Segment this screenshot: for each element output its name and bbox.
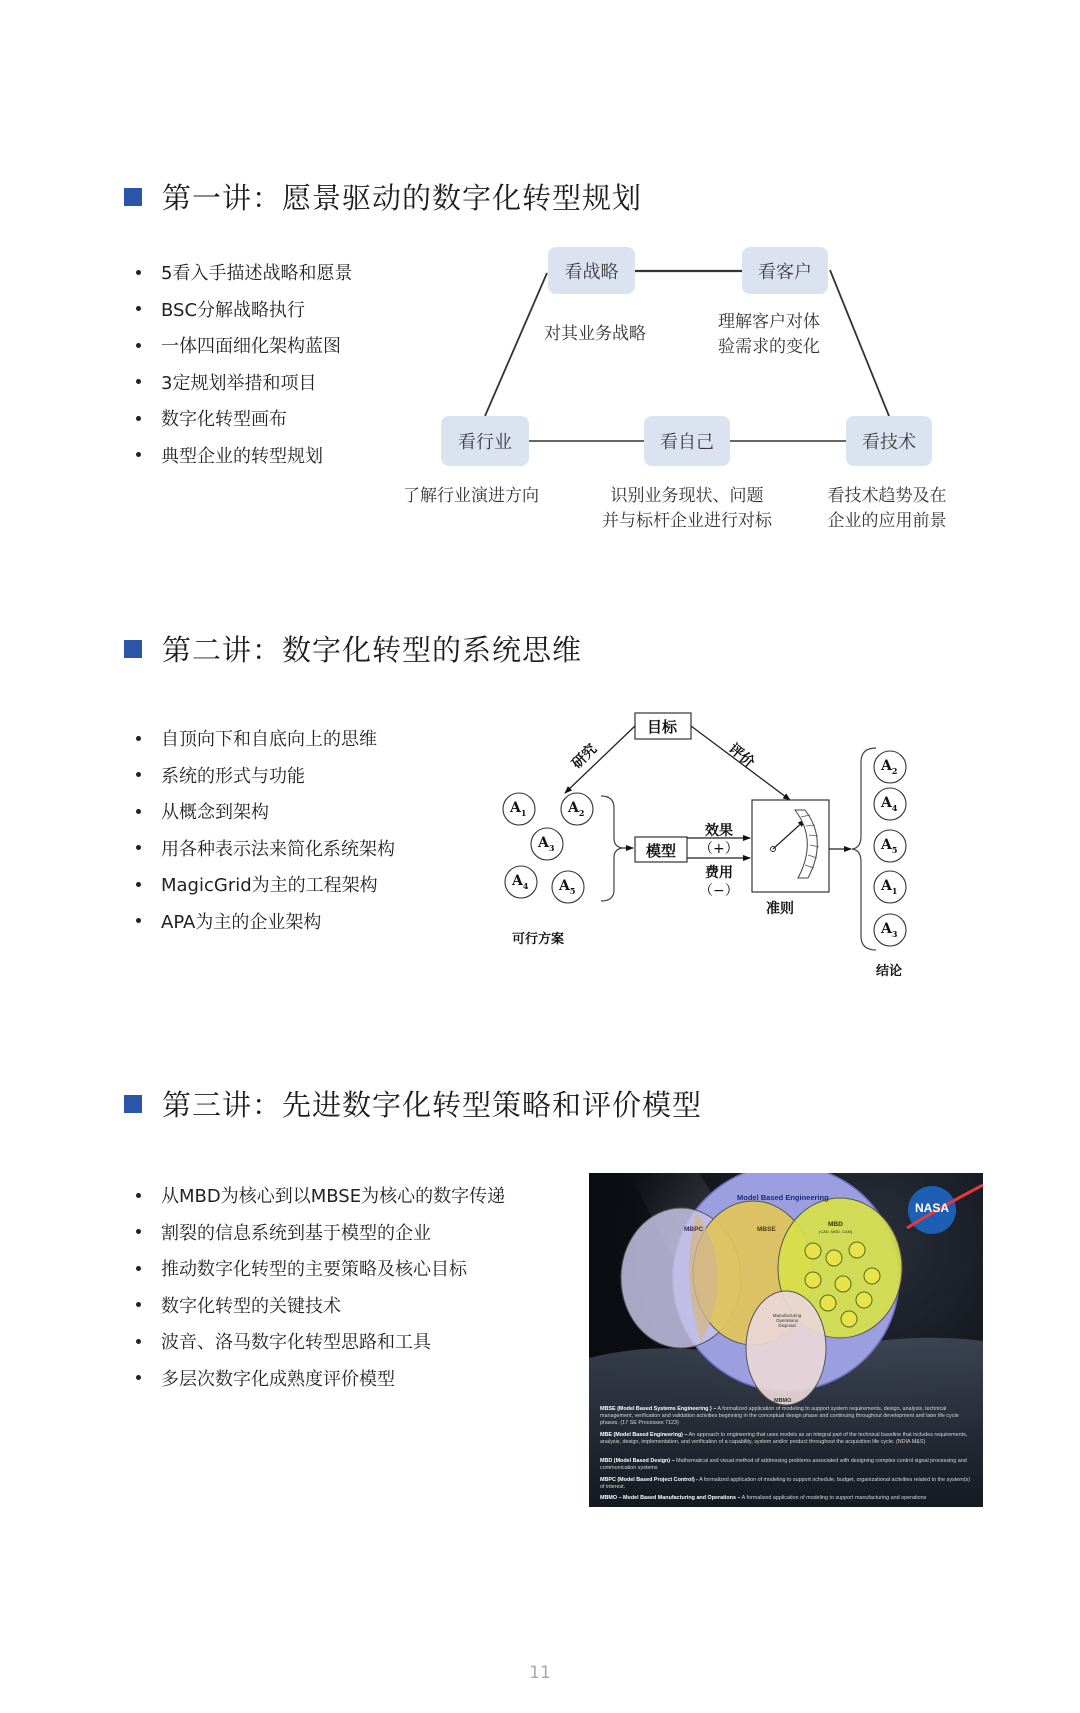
mbmo-label: MBMO — [774, 1398, 792, 1404]
node-self: 看自己 — [644, 416, 730, 466]
cost-label: 费用 — [705, 865, 733, 881]
caption-customer: 理解客户对体 验需求的变化 — [718, 312, 820, 357]
bullet-icon — [136, 1266, 141, 1271]
nasa-mbe-figure — [589, 1173, 983, 1507]
list-item: 割裂的信息系统到基于模型的企业 — [136, 1214, 505, 1251]
evaluate-label: 评价 — [725, 740, 758, 771]
list-item: BSC分解战略执行 — [136, 291, 352, 328]
alt-a3: $A_3$ — [538, 835, 555, 853]
ranked-a1: $A_1$ — [881, 878, 898, 896]
node-strategy: 看战略 — [548, 247, 635, 294]
ranked-a4: $A_4$ — [881, 795, 898, 813]
ranked-a3: $A_3$ — [881, 921, 898, 939]
mbmo-body: Manufacturing Operations Disposal — [772, 1313, 802, 1328]
list-item: APA为主的企业架构 — [136, 903, 395, 940]
list-item: 系统的形式与功能 — [136, 757, 395, 794]
list-item: 数字化转型的关键技术 — [136, 1287, 505, 1324]
definition-mbmo: MBMO – Model Based Manufacturing and Operations – A formalized application of modeling to support manufacturing and operations — [600, 1495, 927, 1501]
mbse-label: MBSE — [757, 1226, 776, 1233]
bullet-icon — [136, 1375, 141, 1380]
list-item: 数字化转型画布 — [136, 400, 352, 437]
bullet-icon — [136, 1229, 141, 1234]
bullet-icon — [136, 1193, 141, 1198]
alt-a4: $A_4$ — [512, 873, 529, 891]
list-item: 5看入手描述战略和愿景 — [136, 254, 352, 291]
mbe-title: Model Based Engineering — [737, 1193, 829, 1202]
caption-industry: 了解行业演进方向 — [403, 486, 539, 506]
section1-title: 第一讲：愿景驱动的数字化转型规划 — [162, 181, 643, 215]
list-item: 从概念到架构 — [136, 793, 395, 830]
list-item: 3定规划举措和项目 — [136, 364, 352, 401]
definition-mbse: MBSE (Model Based Systems Engineering ) – A formalized application of modeling to support system requirements, design, analysis, technical management, verification and validation activities beginning in the conceptual design phase and continuing throughout development and later life cycle phases. (17 SE Processes 7123) — [600, 1406, 959, 1426]
list-item: 典型企业的转型规划 — [136, 437, 352, 474]
effect-label: 效果 — [705, 823, 733, 839]
mbe-venn-diagram — [589, 1173, 983, 1507]
heading-square-icon — [124, 1095, 142, 1113]
caption-technology: 看技术趋势及在 企业的应用前景 — [827, 486, 947, 531]
mbd-sublabel: (CAD, MBD, CAM) — [819, 1229, 853, 1234]
nasa-logo: NASA — [914, 1201, 949, 1215]
list-item: 从MBD为核心到以MBSE为核心的数字传递 — [136, 1177, 505, 1214]
feasible-alternatives-label: 可行方案 — [512, 932, 565, 947]
minus-label: （−） — [699, 883, 739, 899]
plus-label: （+） — [699, 841, 739, 857]
goal-label: 目标 — [647, 718, 678, 736]
definition-mbe: MBE (Model Based Engineering) – An approach to engineering that uses models as an integral part of the technical baseline that includes requirements, analysis, design, implementation, and verification of a capability, system and/or product throughout the acquisition life cycle. (NDIA M&S) — [600, 1432, 968, 1445]
list-item: 推动数字化转型的主要策略及核心目标 — [136, 1250, 505, 1287]
section2-title: 第二讲：数字化转型的系统思维 — [162, 633, 583, 667]
node-customer: 看客户 — [742, 247, 828, 294]
node-industry: 看行业 — [441, 416, 529, 466]
caption-strategy: 对其业务战略 — [544, 324, 646, 344]
criteria-label: 准则 — [766, 901, 794, 917]
list-item: MagicGrid为主的工程架构 — [136, 866, 395, 903]
list-item: 一体四面细化架构蓝图 — [136, 327, 352, 364]
list-item: 多层次数字化成熟度评价模型 — [136, 1360, 505, 1397]
node-technology: 看技术 — [846, 416, 932, 466]
alt-a5: $A_5$ — [559, 878, 576, 896]
alt-a1: $A_1$ — [510, 800, 527, 818]
mbd-label: MBD — [828, 1221, 843, 1228]
section3-title: 第三讲：先进数字化转型策略和评价模型 — [162, 1088, 703, 1122]
definition-mbd: MBD (Model Based Design) – Mathematical and visual method of addressing problems associated with designing complex control signal processing and communication systems — [600, 1458, 967, 1471]
definition-mbpc: MBPC (Model Based Project Control) - A formalized application of modeling to support schedule, budget, organizational activities related to the system(s) of interest. — [600, 1477, 971, 1490]
list-item: 波音、洛马数字化转型思路和工具 — [136, 1323, 505, 1360]
ranked-a5: $A_5$ — [881, 837, 898, 855]
alt-a2: $A_2$ — [568, 800, 585, 818]
list-item: 自顶向下和自底向上的思维 — [136, 720, 395, 757]
bullet-icon — [136, 1302, 141, 1307]
conclusion-label: 结论 — [876, 964, 903, 979]
model-label: 模型 — [646, 842, 677, 860]
bullet-icon — [136, 1339, 141, 1344]
research-label: 研究 — [569, 741, 601, 773]
list-item: 用各种表示法来简化系统架构 — [136, 830, 395, 867]
section3-bullet-list — [136, 1177, 505, 1396]
caption-self: 识别业务现状、问题 并与标杆企业进行对标 — [602, 486, 772, 531]
mbpc-label: MBPC — [684, 1226, 704, 1233]
ranked-a2: $A_2$ — [881, 758, 898, 776]
page-number: 11 — [529, 1663, 551, 1683]
section3-heading — [124, 1083, 702, 1124]
